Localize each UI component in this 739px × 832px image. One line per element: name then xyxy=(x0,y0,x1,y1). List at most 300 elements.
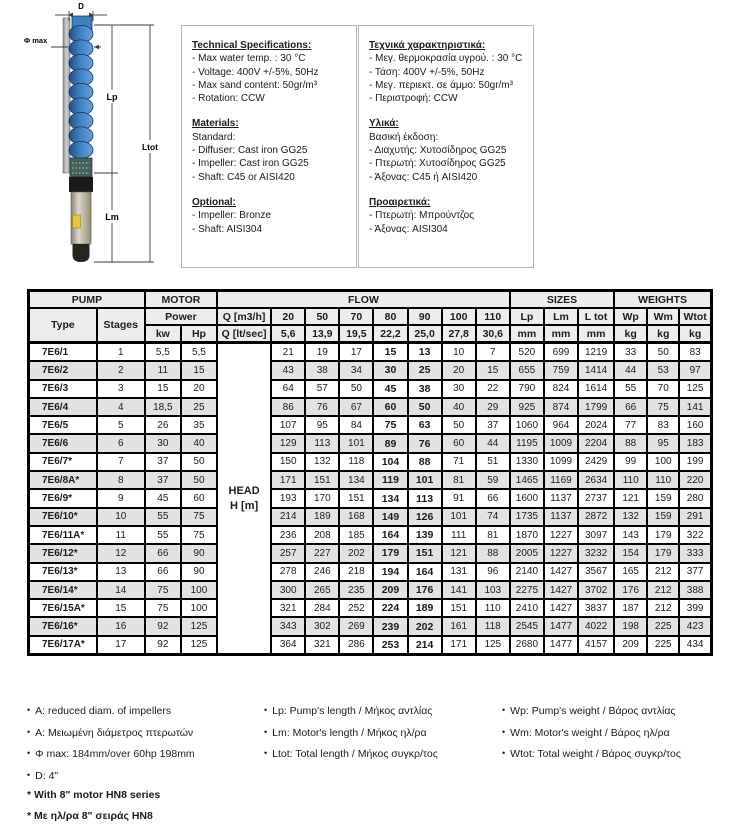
size-cell: 2680 xyxy=(510,636,544,655)
col-q-lts: Q [lt/sec] xyxy=(217,325,271,343)
weight-cell: 209 xyxy=(614,636,647,655)
bullet-icon: • xyxy=(27,705,31,715)
head-value-cell: 10 xyxy=(442,343,476,362)
head-value-cell: 75 xyxy=(373,416,407,434)
flow-value-m3h: 20 xyxy=(271,308,305,325)
power-kw-cell: 37 xyxy=(145,453,181,471)
weight-cell: 176 xyxy=(614,581,647,599)
bullet-icon: • xyxy=(264,748,268,758)
size-cell: 1227 xyxy=(544,526,578,544)
head-value-cell: 101 xyxy=(442,508,476,526)
flow-value-lts: 19,5 xyxy=(339,325,373,343)
flow-value-lts: 13,9 xyxy=(305,325,339,343)
pump-type-cell: 7E6/16* xyxy=(29,617,97,635)
power-hp-cell: 50 xyxy=(181,471,217,489)
head-value-cell: 20 xyxy=(442,361,476,379)
head-value-cell: 218 xyxy=(339,563,373,581)
head-value-cell: 71 xyxy=(442,453,476,471)
head-value-cell: 88 xyxy=(408,453,442,471)
weight-cell: 322 xyxy=(679,526,711,544)
pump-type-cell: 7E6/4 xyxy=(29,398,97,416)
size-cell: 1009 xyxy=(544,434,578,452)
head-value-cell: 246 xyxy=(305,563,339,581)
flow-value-m3h: 50 xyxy=(305,308,339,325)
flow-value-m3h: 90 xyxy=(408,308,442,325)
dim-label-lm: Lm xyxy=(105,212,119,222)
spec-line: - Μεγ. περιεκτ. σε άμμο: 50gr/m³ xyxy=(369,79,513,91)
head-unit-line: H [m] xyxy=(230,499,259,512)
head-value-cell: 88 xyxy=(476,544,510,562)
dim-label-ltot: Ltot xyxy=(141,142,159,152)
head-value-cell: 101 xyxy=(339,434,373,452)
weight-cell: 154 xyxy=(614,544,647,562)
power-kw-cell: 30 xyxy=(145,434,181,452)
head-value-cell: 111 xyxy=(442,526,476,544)
power-kw-cell: 75 xyxy=(145,599,181,617)
weight-cell: 199 xyxy=(679,453,711,471)
weight-cell: 132 xyxy=(614,508,647,526)
head-value-cell: 343 xyxy=(271,617,305,635)
stages-cell: 9 xyxy=(97,489,145,507)
pump-data-table xyxy=(27,289,713,656)
size-cell: 2737 xyxy=(578,489,614,507)
head-value-cell: 34 xyxy=(339,361,373,379)
head-value-cell: 179 xyxy=(373,544,407,562)
size-cell: 925 xyxy=(510,398,544,416)
head-value-cell: 118 xyxy=(476,617,510,635)
size-cell: 1137 xyxy=(544,489,578,507)
power-hp-cell: 125 xyxy=(181,617,217,635)
head-value-cell: 168 xyxy=(339,508,373,526)
pump-type-cell: 7E6/6 xyxy=(29,434,97,452)
legend-text: A: Μειωμένη διάμετρος πτερωτών xyxy=(35,726,194,739)
size-cell: 699 xyxy=(544,343,578,362)
head-value-cell: 227 xyxy=(305,544,339,562)
spec-section xyxy=(192,196,348,236)
head-value-cell: 57 xyxy=(305,380,339,398)
table-row xyxy=(29,508,712,526)
unit-kg: kg xyxy=(679,325,711,343)
bullet-icon: • xyxy=(264,705,268,715)
size-cell: 2204 xyxy=(578,434,614,452)
power-kw-cell: 66 xyxy=(145,563,181,581)
table-row xyxy=(29,434,712,452)
size-cell: 1219 xyxy=(578,343,614,362)
spec-section-heading: Optional: xyxy=(192,196,236,208)
spec-section-heading: Technical Specifications: xyxy=(192,40,312,51)
weight-cell: 434 xyxy=(679,636,711,655)
spec-line: - Τάση: 400V +/-5%, 50Hz xyxy=(369,66,485,78)
flow-value-m3h: 110 xyxy=(476,308,510,325)
table-row xyxy=(29,544,712,562)
spec-section-heading: Materials: xyxy=(192,118,239,130)
head-value-cell: 121 xyxy=(442,544,476,562)
head-value-cell: 7 xyxy=(476,343,510,362)
weight-cell: 143 xyxy=(614,526,647,544)
legend-item xyxy=(502,748,681,760)
head-value-cell: 185 xyxy=(339,526,373,544)
power-hp-cell: 100 xyxy=(181,581,217,599)
flow-value-lts: 25,0 xyxy=(408,325,442,343)
head-value-cell: 91 xyxy=(442,489,476,507)
motor-coupling xyxy=(69,177,93,192)
weight-cell: 377 xyxy=(679,563,711,581)
weight-cell: 110 xyxy=(647,471,679,489)
weight-cell: 97 xyxy=(679,361,711,379)
bullet-icon: • xyxy=(27,726,31,737)
head-value-cell: 214 xyxy=(271,508,305,526)
power-hp-cell: 25 xyxy=(181,398,217,416)
size-cell: 2024 xyxy=(578,416,614,434)
head-value-cell: 38 xyxy=(408,380,442,398)
col-lm: Lm xyxy=(544,308,578,325)
head-value-cell: 209 xyxy=(373,581,407,599)
table-row xyxy=(29,617,712,635)
spec-line: - Max water temp. : 30 °C xyxy=(192,53,306,65)
head-value-cell: 50 xyxy=(339,380,373,398)
weight-cell: 423 xyxy=(679,617,711,635)
head-value-cell: 164 xyxy=(408,563,442,581)
pump-type-cell: 7E6/12* xyxy=(29,544,97,562)
power-kw-cell: 45 xyxy=(145,489,181,507)
power-kw-cell: 37 xyxy=(145,471,181,489)
weight-cell: 70 xyxy=(647,380,679,398)
flow-value-lts: 30,6 xyxy=(476,325,510,343)
weight-cell: 220 xyxy=(679,471,711,489)
arrowhead xyxy=(94,45,99,49)
size-cell: 655 xyxy=(510,361,544,379)
head-value-cell: 60 xyxy=(442,434,476,452)
head-value-cell: 110 xyxy=(476,599,510,617)
weight-cell: 212 xyxy=(647,563,679,581)
col-stages: Stages xyxy=(97,308,145,343)
head-value-cell: 176 xyxy=(408,581,442,599)
legend-text: Wtot: Total weight / Βάρος συγκρ/τος xyxy=(510,748,681,760)
power-hp-cell: 40 xyxy=(181,434,217,452)
col-wtot: Wtot xyxy=(679,308,711,325)
pump-type-cell: 7E6/15A* xyxy=(29,599,97,617)
head-value-cell: 30 xyxy=(373,361,407,379)
spec-line: - Πτερωτή: Μπρούντζος xyxy=(369,210,475,222)
spec-section xyxy=(369,117,525,183)
spec-section xyxy=(192,39,348,105)
weight-cell: 100 xyxy=(647,453,679,471)
weight-cell: 280 xyxy=(679,489,711,507)
sub-header-row xyxy=(29,308,712,325)
size-cell: 2429 xyxy=(578,453,614,471)
power-hp-cell: 90 xyxy=(181,544,217,562)
dim-label-phimax: Φ max xyxy=(24,36,48,45)
spec-box-english xyxy=(181,25,357,268)
table-row xyxy=(29,581,712,599)
col-type: Type xyxy=(29,308,97,343)
head-value-cell: 193 xyxy=(271,489,305,507)
weight-cell: 160 xyxy=(679,416,711,434)
power-kw-cell: 55 xyxy=(145,508,181,526)
weight-cell: 225 xyxy=(647,617,679,635)
weight-cell: 110 xyxy=(614,471,647,489)
head-value-cell: 66 xyxy=(476,489,510,507)
spec-line: - Διαχυτής: Χυτοσίδηρος GG25 xyxy=(369,145,507,157)
spec-section-heading: Τεχνικά χαρακτηριστικά: xyxy=(369,40,486,51)
flow-value-lts: 22,2 xyxy=(373,325,407,343)
head-value-cell: 202 xyxy=(408,617,442,635)
size-cell: 4157 xyxy=(578,636,614,655)
weight-cell: 99 xyxy=(614,453,647,471)
size-cell: 1227 xyxy=(544,544,578,562)
size-cell: 1330 xyxy=(510,453,544,471)
table-row xyxy=(29,398,712,416)
spec-line: - Shaft: C45 or AISI420 xyxy=(192,171,295,183)
group-flow: FLOW xyxy=(217,291,510,309)
table-row xyxy=(29,471,712,489)
head-value-cell: 134 xyxy=(373,489,407,507)
motor-nameplate xyxy=(73,215,81,228)
head-value-cell: 19 xyxy=(305,343,339,362)
head-value-cell: 284 xyxy=(305,599,339,617)
head-value-cell: 141 xyxy=(442,581,476,599)
legend-item xyxy=(264,748,438,760)
head-value-cell: 50 xyxy=(442,416,476,434)
head-value-cell: 118 xyxy=(339,453,373,471)
head-value-cell: 74 xyxy=(476,508,510,526)
size-cell: 1477 xyxy=(544,617,578,635)
head-value-cell: 17 xyxy=(339,343,373,362)
head-value-cell: 236 xyxy=(271,526,305,544)
size-cell: 1870 xyxy=(510,526,544,544)
head-value-cell: 150 xyxy=(271,453,305,471)
stages-cell: 3 xyxy=(97,380,145,398)
head-value-cell: 252 xyxy=(339,599,373,617)
spec-line: - Shaft: AISI304 xyxy=(192,223,263,235)
spec-section xyxy=(369,196,525,236)
stages-cell: 12 xyxy=(97,544,145,562)
stages-cell: 15 xyxy=(97,599,145,617)
size-cell: 520 xyxy=(510,343,544,362)
head-value-cell: 194 xyxy=(373,563,407,581)
bullet-icon: • xyxy=(27,769,31,780)
stages-cell: 6 xyxy=(97,434,145,452)
legend-text: Ltot: Total length / Μήκος συγκρ/τος xyxy=(272,748,438,760)
pump-figure-svg xyxy=(24,2,179,274)
power-hp-cell: 5,5 xyxy=(181,343,217,362)
head-value-cell: 101 xyxy=(408,471,442,489)
legend-item xyxy=(27,727,195,739)
table-header xyxy=(29,291,712,343)
power-hp-cell: 35 xyxy=(181,416,217,434)
table-row xyxy=(29,599,712,617)
size-cell: 2872 xyxy=(578,508,614,526)
unit-mm: mm xyxy=(544,325,578,343)
weight-cell: 291 xyxy=(679,508,711,526)
legend-item xyxy=(27,770,195,782)
head-value-cell: 43 xyxy=(271,361,305,379)
power-hp-cell: 50 xyxy=(181,453,217,471)
size-cell: 1099 xyxy=(544,453,578,471)
size-cell: 2634 xyxy=(578,471,614,489)
flow-value-lts: 5,6 xyxy=(271,325,305,343)
head-value-cell: 129 xyxy=(271,434,305,452)
head-value-cell: 364 xyxy=(271,636,305,655)
head-value-cell: 59 xyxy=(476,471,510,489)
head-value-cell: 189 xyxy=(408,599,442,617)
size-cell: 1195 xyxy=(510,434,544,452)
weight-cell: 83 xyxy=(679,343,711,362)
bullet-icon: • xyxy=(502,726,506,737)
size-cell: 790 xyxy=(510,380,544,398)
stages-cell: 5 xyxy=(97,416,145,434)
head-value-cell: 139 xyxy=(408,526,442,544)
head-value-cell: 113 xyxy=(305,434,339,452)
weight-cell: 75 xyxy=(647,398,679,416)
bullet-icon: • xyxy=(502,705,506,715)
table-row xyxy=(29,380,712,398)
head-unit-line: HEAD xyxy=(228,485,260,498)
group-pump: PUMP xyxy=(29,291,145,309)
power-kw-cell: 26 xyxy=(145,416,181,434)
head-value-cell: 321 xyxy=(271,599,305,617)
legend-text: Wp: Pump's weight / Βάρος αντλίας xyxy=(510,705,676,717)
size-cell: 1427 xyxy=(544,599,578,617)
head-value-cell: 235 xyxy=(339,581,373,599)
weight-cell: 83 xyxy=(647,416,679,434)
head-value-cell: 257 xyxy=(271,544,305,562)
pump-type-cell: 7E6/10* xyxy=(29,508,97,526)
col-ltot: L tot xyxy=(578,308,614,325)
size-cell: 1735 xyxy=(510,508,544,526)
power-kw-cell: 75 xyxy=(145,581,181,599)
size-cell: 2140 xyxy=(510,563,544,581)
head-value-cell: 119 xyxy=(373,471,407,489)
legend-text: Φ max: 184mm/over 60hp 198mm xyxy=(35,748,195,760)
group-header-row xyxy=(29,291,712,309)
head-value-cell: 37 xyxy=(476,416,510,434)
spec-line: - Voltage: 400V +/-5%, 50Hz xyxy=(192,66,319,78)
stages-cell: 7 xyxy=(97,453,145,471)
legend-column xyxy=(502,705,681,770)
stages-cell: 11 xyxy=(97,526,145,544)
head-value-cell: 76 xyxy=(305,398,339,416)
stages-cell: 4 xyxy=(97,398,145,416)
table-row xyxy=(29,343,712,362)
flow-value-m3h: 80 xyxy=(373,308,407,325)
col-lp: Lp xyxy=(510,308,544,325)
legend-text: D: 4" xyxy=(35,769,59,782)
spec-line: - Diffuser: Cast iron GG25 xyxy=(192,145,308,157)
stages-cell: 1 xyxy=(97,343,145,362)
weight-cell: 212 xyxy=(647,581,679,599)
spec-line: - Max sand content: 50gr/m³ xyxy=(192,79,318,91)
table-row xyxy=(29,636,712,655)
head-value-cell: 126 xyxy=(408,508,442,526)
head-value-cell: 278 xyxy=(271,563,305,581)
power-hp-cell: 15 xyxy=(181,361,217,379)
power-hp-cell: 75 xyxy=(181,508,217,526)
legend-item xyxy=(502,705,681,717)
head-value-cell: 29 xyxy=(476,398,510,416)
footnotes xyxy=(27,789,160,831)
col-hp: Hp xyxy=(181,325,217,343)
legend-item xyxy=(502,727,681,739)
pump-type-cell: 7E6/9* xyxy=(29,489,97,507)
stages-cell: 10 xyxy=(97,508,145,526)
head-value-cell: 40 xyxy=(442,398,476,416)
spec-section-heading: Υλικά: xyxy=(369,118,399,130)
legend-text: A: reduced diam. of impellers xyxy=(35,705,172,717)
size-cell: 3837 xyxy=(578,599,614,617)
head-value-cell: 38 xyxy=(305,361,339,379)
weight-cell: 44 xyxy=(614,361,647,379)
head-value-cell: 81 xyxy=(442,471,476,489)
weight-cell: 66 xyxy=(614,398,647,416)
legend-text: Lp: Pump's length / Μήκος αντλίας xyxy=(272,705,433,717)
group-weights: WEIGHTS xyxy=(614,291,711,309)
size-cell: 1427 xyxy=(544,563,578,581)
head-value-cell: 51 xyxy=(476,453,510,471)
weight-cell: 77 xyxy=(614,416,647,434)
head-value-cell: 76 xyxy=(408,434,442,452)
table-row xyxy=(29,453,712,471)
col-wp: Wp xyxy=(614,308,647,325)
spec-line: - Άξονας: AISI304 xyxy=(369,223,448,235)
footnote: * With 8" motor HN8 series xyxy=(27,789,161,801)
col-power: Power xyxy=(145,308,217,325)
head-value-cell: 151 xyxy=(442,599,476,617)
size-cell: 4022 xyxy=(578,617,614,635)
weight-cell: 125 xyxy=(679,380,711,398)
head-value-cell: 302 xyxy=(305,617,339,635)
legend-item xyxy=(264,705,438,717)
head-unit-cell xyxy=(217,343,271,655)
power-kw-cell: 5,5 xyxy=(145,343,181,362)
weight-cell: 183 xyxy=(679,434,711,452)
spec-line: - Impeller: Bronze xyxy=(192,210,271,222)
weight-cell: 95 xyxy=(647,434,679,452)
stages-cell: 13 xyxy=(97,563,145,581)
size-cell: 1137 xyxy=(544,508,578,526)
group-sizes: SIZES xyxy=(510,291,614,309)
unit-kg: kg xyxy=(647,325,679,343)
bullet-icon: • xyxy=(27,748,31,758)
head-value-cell: 89 xyxy=(373,434,407,452)
head-value-cell: 30 xyxy=(442,380,476,398)
power-kw-cell: 92 xyxy=(145,636,181,655)
legend xyxy=(27,701,727,796)
pump-type-cell: 7E6/14* xyxy=(29,581,97,599)
head-value-cell: 45 xyxy=(373,380,407,398)
head-value-cell: 321 xyxy=(305,636,339,655)
weight-cell: 212 xyxy=(647,599,679,617)
bullet-icon: • xyxy=(264,726,268,737)
size-cell: 1414 xyxy=(578,361,614,379)
table-row xyxy=(29,361,712,379)
power-kw-cell: 11 xyxy=(145,361,181,379)
head-value-cell: 189 xyxy=(305,508,339,526)
pump-type-cell: 7E6/3 xyxy=(29,380,97,398)
dim-label-d: D xyxy=(78,2,84,11)
pump-type-cell: 7E6/8A* xyxy=(29,471,97,489)
spec-section-heading: Προαιρετικά: xyxy=(369,196,431,208)
col-kw: kw xyxy=(145,325,181,343)
power-kw-cell: 18,5 xyxy=(145,398,181,416)
head-value-cell: 224 xyxy=(373,599,407,617)
head-value-cell: 103 xyxy=(476,581,510,599)
weight-cell: 225 xyxy=(647,636,679,655)
flow-value-lts: 27,8 xyxy=(442,325,476,343)
flow-value-m3h: 100 xyxy=(442,308,476,325)
power-hp-cell: 75 xyxy=(181,526,217,544)
head-value-cell: 60 xyxy=(373,398,407,416)
